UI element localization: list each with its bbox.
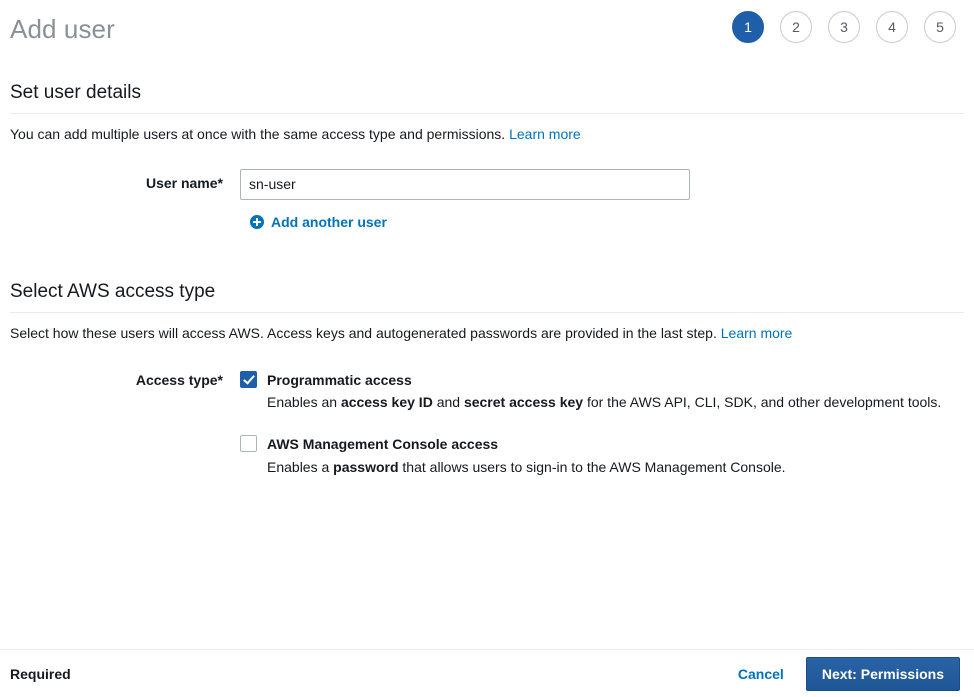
access-type-options	[240, 370, 964, 477]
access-type-label: Access type*	[135, 371, 223, 388]
prog-desc-bold-1: access key ID	[340, 394, 433, 411]
console-access-body	[267, 434, 786, 477]
prog-desc-2: and	[432, 394, 464, 411]
user-details-section	[0, 82, 974, 230]
prog-desc-bold-2: secret access key	[463, 394, 584, 411]
access-type-heading: Select AWS access type	[10, 281, 216, 302]
console-access-checkbox[interactable]	[240, 435, 257, 452]
console-desc-1: Enables a	[267, 458, 334, 475]
user-details-description	[0, 114, 974, 144]
step-1[interactable]: 1	[732, 11, 764, 43]
page-header	[0, 0, 974, 54]
programmatic-access-body	[267, 370, 941, 413]
access-type-description	[0, 313, 974, 343]
programmatic-access-title: Programmatic access	[267, 371, 412, 388]
access-type-description-text: Select how these users will access AWS. Access keys and autogenerated passwords are provided in the last step.	[10, 325, 717, 341]
access-type-row	[0, 370, 974, 477]
add-another-user-label: Add another user	[271, 213, 387, 230]
footer-actions	[738, 657, 960, 691]
programmatic-access-description	[267, 392, 941, 412]
user-details-description-text: You can add multiple users at once with the same access type and permissions.	[10, 126, 506, 142]
access-type-learn-more-link[interactable]: Learn more	[720, 325, 793, 341]
user-details-learn-more-link[interactable]: Learn more	[509, 126, 581, 142]
programmatic-access-checkbox[interactable]	[240, 371, 257, 388]
cancel-button[interactable]: Cancel	[737, 665, 784, 682]
prog-desc-3: for the AWS API, CLI, SDK, and other development tools.	[583, 394, 942, 411]
username-label: User name*	[145, 174, 223, 191]
prog-desc-1: Enables an	[267, 394, 341, 411]
username-input[interactable]	[240, 169, 690, 200]
console-desc-2: that allows users to sign-in to the AWS Management Console.	[398, 458, 786, 475]
console-access-option[interactable]	[240, 434, 964, 477]
page-title: Add user	[10, 14, 115, 44]
plus-circle-icon	[250, 215, 264, 229]
add-another-user-button[interactable]	[250, 214, 387, 230]
next-permissions-button[interactable]: Next: Permissions	[806, 657, 960, 691]
access-type-section	[0, 281, 974, 477]
username-row	[0, 169, 974, 200]
step-3[interactable]: 3	[828, 11, 860, 43]
console-desc-bold-1: password	[333, 458, 399, 475]
page-footer	[0, 649, 974, 697]
step-4[interactable]: 4	[876, 11, 908, 43]
step-2[interactable]: 2	[780, 11, 812, 43]
user-details-heading: Set user details	[10, 82, 141, 103]
required-label: Required	[10, 665, 71, 682]
console-access-title: AWS Management Console access	[267, 436, 499, 453]
step-indicator	[732, 11, 958, 43]
programmatic-access-option[interactable]	[240, 370, 964, 413]
step-5[interactable]: 5	[924, 11, 956, 43]
console-access-description	[267, 457, 786, 477]
